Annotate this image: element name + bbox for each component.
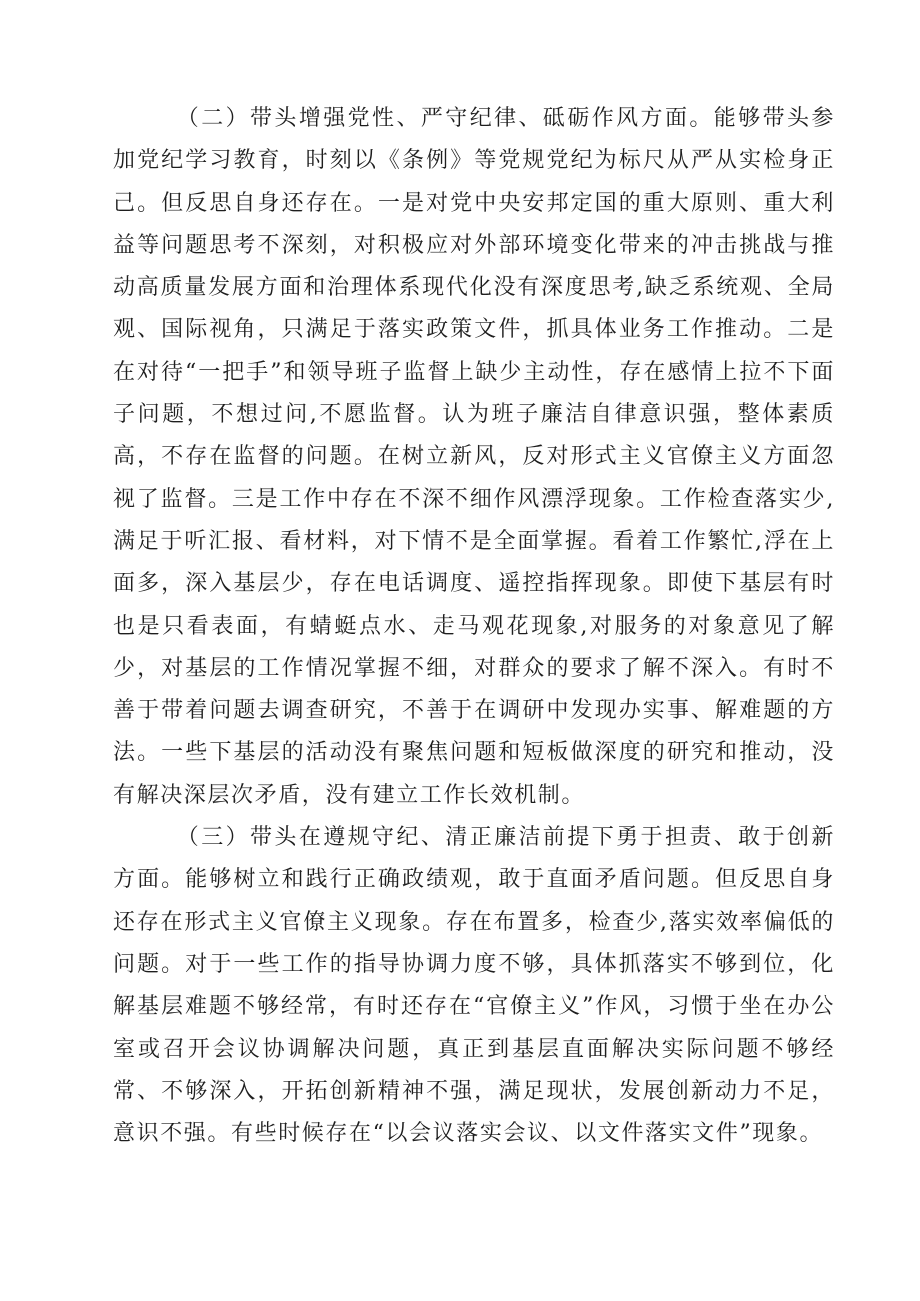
- paragraph-section-three: （三）带头在遵规守纪、清正廉洁前提下勇于担责、敢于创新方面。能够树立和践行正确政绩观，敢于直面矛盾问题。但反思自身还存在形式主义官僚主义现象。存在布置多，检查少,落实效率偏低的问题。对于一些工作的指导协调力度不够，具体抓落实不够到位，化解基层难题不够经常，有时还存在“官僚主义”作风，习惯于坐在办公室或召开会议协调解决问题，真正到基层直面解决实际问题不够经常、不够深入，开拓创新精神不强，满足现状，发展创新动力不足，意识不强。有些时候存在“以会议落实会议、以文件落实文件”现象。: [113, 825, 835, 1147]
- paragraph-section-two: （二）带头增强党性、严守纪律、砥砺作风方面。能够带头参加党纪学习教育，时刻以《条例》等党规党纪为标尺从严从实检身正己。但反思自身还存在。一是对党中央安邦定国的重大原则、重大利益等问题思考不深刻，对积极应对外部环境变化带来的冲击挑战与推动高质量发展方面和治理体系现代化没有深度思考,缺乏系统观、全局观、国际视角，只满足于落实政策文件，抓具体业务工作推动。二是在对待“一把手”和领导班子监督上缺少主动性，存在感情上拉不下面子问题，不想过问,不愿监督。认为班子廉洁自律意识强，整体素质高，不存在监督的问题。在树立新风，反对形式主义官僚主义方面忽视了监督。三是工作中存在不深不细作风漂浮现象。工作检查落实少,满足于听汇报、看材料，对下情不是全面掌握。看着工作繁忙,浮在上面多，深入基层少，存在电话调度、遥控指挥现象。即使下基层有时也是只看表面，有蜻蜓点水、走马观花现象,对服务的对象意见了解少，对基层的工作情况掌握不细，对群众的要求了解不深入。有时不善于带着问题去调查研究，不善于在调研中发现办实事、解难题的方法。一些下基层的活动没有聚焦问题和短板做深度的研究和推动，没有解决深层次矛盾，没有建立工作长效机制。: [113, 106, 835, 808]
- document-body: [113, 98, 835, 1155]
